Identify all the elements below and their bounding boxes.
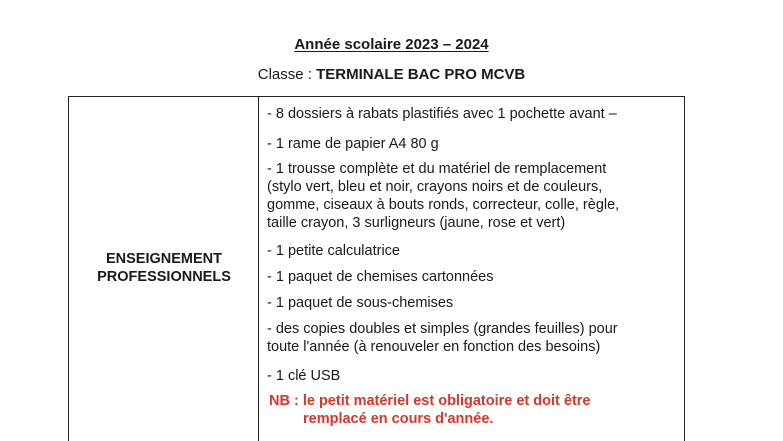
- supply-item-line: taille crayon, 3 surligneurs (jaune, rose et vert): [267, 215, 566, 231]
- class-line: [0, 66, 783, 83]
- supply-item-line: - 1 paquet de sous-chemises: [267, 295, 454, 311]
- supply-item: [267, 135, 677, 153]
- supply-item-line: - 1 paquet de chemises cartonnées: [267, 269, 494, 285]
- supply-item-line: toute l'année (à renouveler en fonction des besoins): [267, 339, 601, 355]
- supply-item: [267, 320, 677, 356]
- supply-item: [267, 294, 677, 312]
- supply-item-line: - 1 clé USB: [267, 368, 341, 384]
- supply-item: [267, 367, 677, 385]
- nb-line-2: remplacé en cours d'année.: [303, 411, 494, 427]
- supply-table: [68, 96, 685, 441]
- supply-item: [267, 160, 677, 232]
- subject-line-2: PROFESSIONNELS: [97, 269, 231, 285]
- supply-item: [267, 105, 677, 123]
- nb-notice: [269, 392, 679, 428]
- supply-item-line: - 8 dossiers à rabats plastifiés avec 1 pochette avant –: [267, 106, 617, 122]
- class-name: TERMINALE BAC PRO MCVB: [316, 66, 526, 83]
- subject-cell: [69, 97, 259, 441]
- class-label: Classe :: [257, 66, 317, 83]
- supply-item-line: - 1 rame de papier A4 80 g: [267, 136, 439, 152]
- supply-item-line: gomme, ciseaux à bouts ronds, correcteur, colle, règle,: [267, 197, 620, 213]
- supplies-cell: [259, 97, 684, 441]
- subject-label: [69, 250, 259, 286]
- supply-item-line: (stylo vert, bleu et noir, crayons noirs et de couleurs,: [267, 179, 603, 195]
- supply-item-line: - 1 trousse complète et du matériel de remplacement: [267, 161, 607, 177]
- supply-item: [267, 242, 677, 260]
- nb-line-1: NB : le petit matériel est obligatoire et doit être: [269, 393, 591, 409]
- supply-item-line: - des copies doubles et simples (grandes feuilles) pour: [267, 321, 618, 337]
- supply-item-line: - 1 petite calculatrice: [267, 243, 400, 259]
- school-year-title: Année scolaire 2023 – 2024: [294, 36, 489, 53]
- supply-item: [267, 268, 677, 286]
- subject-line-1: ENSEIGNEMENT: [105, 251, 222, 267]
